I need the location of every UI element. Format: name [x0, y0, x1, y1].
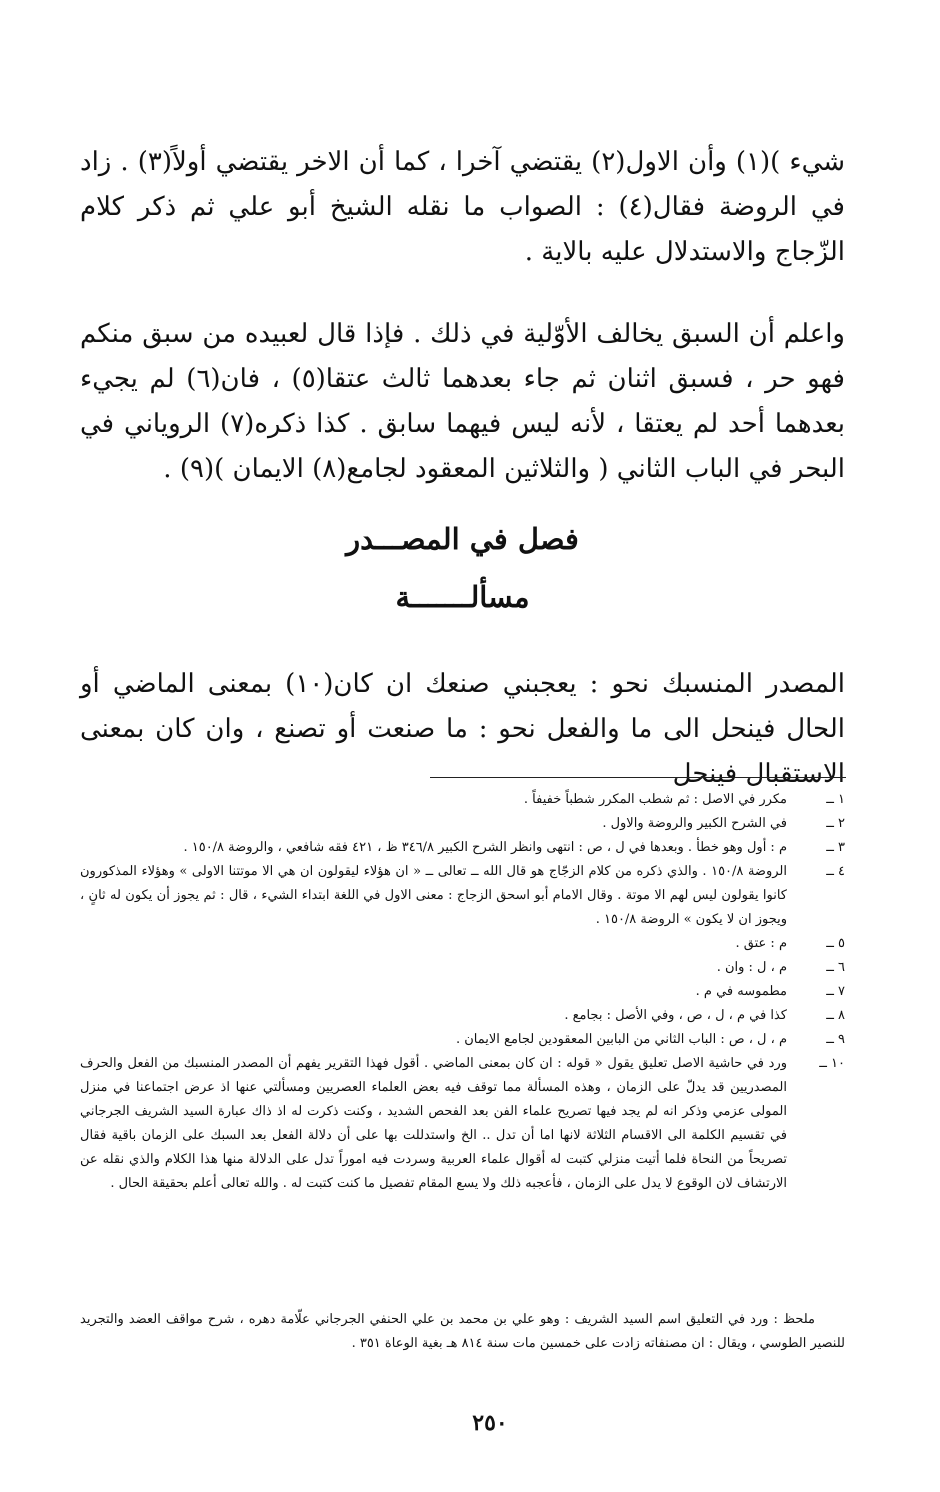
footnote-number: ٢ ــ: [826, 816, 845, 831]
footnote: [80, 1028, 845, 1052]
paragraph-3: المصدر المنسبك نحو : يعجبني صنعك ان كان(١٠) بمعنى الماضي أو الحال فينحل الى ما والفعل نحو : ما صنعت أو تصنع ، وان كان بمعنى الاستقبال فينحل: [80, 669, 846, 789]
footnote-remark: ملحظ : ورد في التعليق اسم السيد الشريف : وهو علي بن محمد بن علي الحنفي الجرجاني علّامة دهره ، شرح مواقف العضد والتجريد للنصير الطوسي ، ويقال : ان مصنفاته زادت على خمسين مات سنة ٨١٤ هـ بغية الوعاة ٣٥١ .: [80, 1312, 845, 1351]
footnote-number: ٦ ــ: [826, 960, 845, 975]
footnote: [80, 836, 845, 860]
footnote-text: م ، ل ، ص : الباب الثاني من البابين المعقودين لجامع الايمان .: [455, 1032, 787, 1047]
footnote-text: م : أول وهو خطأ . وبعدها في ل ، ص : انتهى وانظر الشرح الكبير ٣٤٦/٨ ظ ، ٤٢١ فقه شافعي ، والروضة ١٥٠/٨ .: [183, 840, 787, 855]
footnote: [80, 812, 845, 836]
footnote: [80, 788, 845, 812]
footnote-text: م ، ل : وان .: [716, 960, 787, 975]
footnote-number: ٥ ــ: [826, 936, 845, 951]
footnote-number: ٣ ــ: [826, 840, 845, 855]
footnotes-list: [80, 788, 845, 1196]
section-title: فصل في المصـــدر: [346, 522, 579, 556]
footnote-number: ٧ ــ: [826, 984, 845, 999]
footnote-text: م : عتق .: [735, 936, 787, 951]
footnote-text: كذا في م ، ل ، ص ، وفي الأصل : بجامع .: [564, 1008, 787, 1023]
paragraph-1: شيء )(١) وأن الاول(٢) يقتضي آخرا ، كما أن الاخر يقتضي أولاً(٣) . زاد في الروضة فقال(٤) : الصواب ما نقله الشيخ أبو علي ثم ذكر كلام الزّجاج والاستدلال عليه بالاية .: [80, 147, 846, 267]
page-number: ٢٥٠: [472, 1410, 508, 1436]
footnote-number: ٨ ــ: [826, 1008, 845, 1023]
footnote-number: ١ ــ: [826, 792, 845, 807]
footnote-number: ١٠ ــ: [819, 1056, 845, 1071]
footnote-divider: [430, 777, 846, 778]
footnote: [80, 932, 845, 956]
footnote-text: مكرر في الاصل : ثم شطب المكرر شطباً خفيفاً .: [523, 792, 787, 807]
footnote-number: ٤ ــ: [826, 864, 845, 879]
footnote: [80, 1052, 845, 1196]
footnote: [80, 1004, 845, 1028]
footnote-text: مطموسه في م .: [695, 984, 787, 999]
paragraph-2: واعلم أن السبق يخالف الأوّلية في ذلك . فإذا قال لعبيده من سبق منكم فهو حر ، فسبق اثنان ثم جاء بعدهما ثالث عتقا(٥) ، فان(٦) لم يجيء بعدهما أحد لم يعتقا ، لأنه ليس فيهما سابق . كذا ذكره(٧) الروياني في البحر في الباب الثاني ( والثلاثين المعقود لجامع(٨) الايمان )(٩) .: [80, 319, 845, 484]
footnote-text: ورد في حاشية الاصل تعليق يقول « قوله : ان كان بمعنى الماضي . أقول فهذا التقرير يفهم أن المصدر المنسبك من الفعل والحرف المصدريين قد يدلّ على الزمان ، وهذه المسألة مما توقف فيه بعض العلماء العصريين ومسألتي عنها اذ عرض اجتماعنا في منزل المولى عزمي وذكر انه لم يجد فيها تصريح علماء الفن بعد الفحص الشديد ، وكنت ذكرت له اذ ذاك عبارة السيد الشريف الجرجاني في تقسيم الكلمة الى الاقسام الثلاثة لانها اما أن تدل .. الخ واستدللت بها على أن دلالة الفعل بعد السبك على الزمان باقية فقال تصريحاً من النحاة فلما أتيت منزلي كتبت له أقوال علماء العربية وسردت فيه اموراً تدل على الدلالة منها هذا الكلام والذي نقله عن الارتشاف لان الوقوع لا يدل على الزمان ، فأعجبه ذلك ولا يسع المقام تفصيل ما كنت كتبت له . والله تعالى أعلم بحقيقة الحال .: [80, 1056, 787, 1191]
subsection-title: مسألـــــــة: [395, 580, 530, 614]
footnote: [80, 956, 845, 980]
footnote-number: ٩ ــ: [826, 1032, 845, 1047]
footnote-text: في الشرح الكبير والروضة والاول .: [602, 816, 787, 831]
footnote-text: الروضة ١٥٠/٨ . والذي ذكره من كلام الزجّاج هو قال الله ــ تعالى ــ « ان هؤلاء ليقولون ان هي الا موتتنا الاولى » وهؤلاء المذكورون كانوا يقولون ليس لهم الا موتة . وقال الامام أبو اسحق الزجاج : معنى الاول في اللغة ابتداء الشيء ، قال : ثم يجوز أن يكون له ثانٍ ، ويجوز ان لا يكون » الروضة ١٥٠/٨ .: [80, 864, 787, 927]
footnote: [80, 860, 845, 932]
footnote: [80, 980, 845, 1004]
